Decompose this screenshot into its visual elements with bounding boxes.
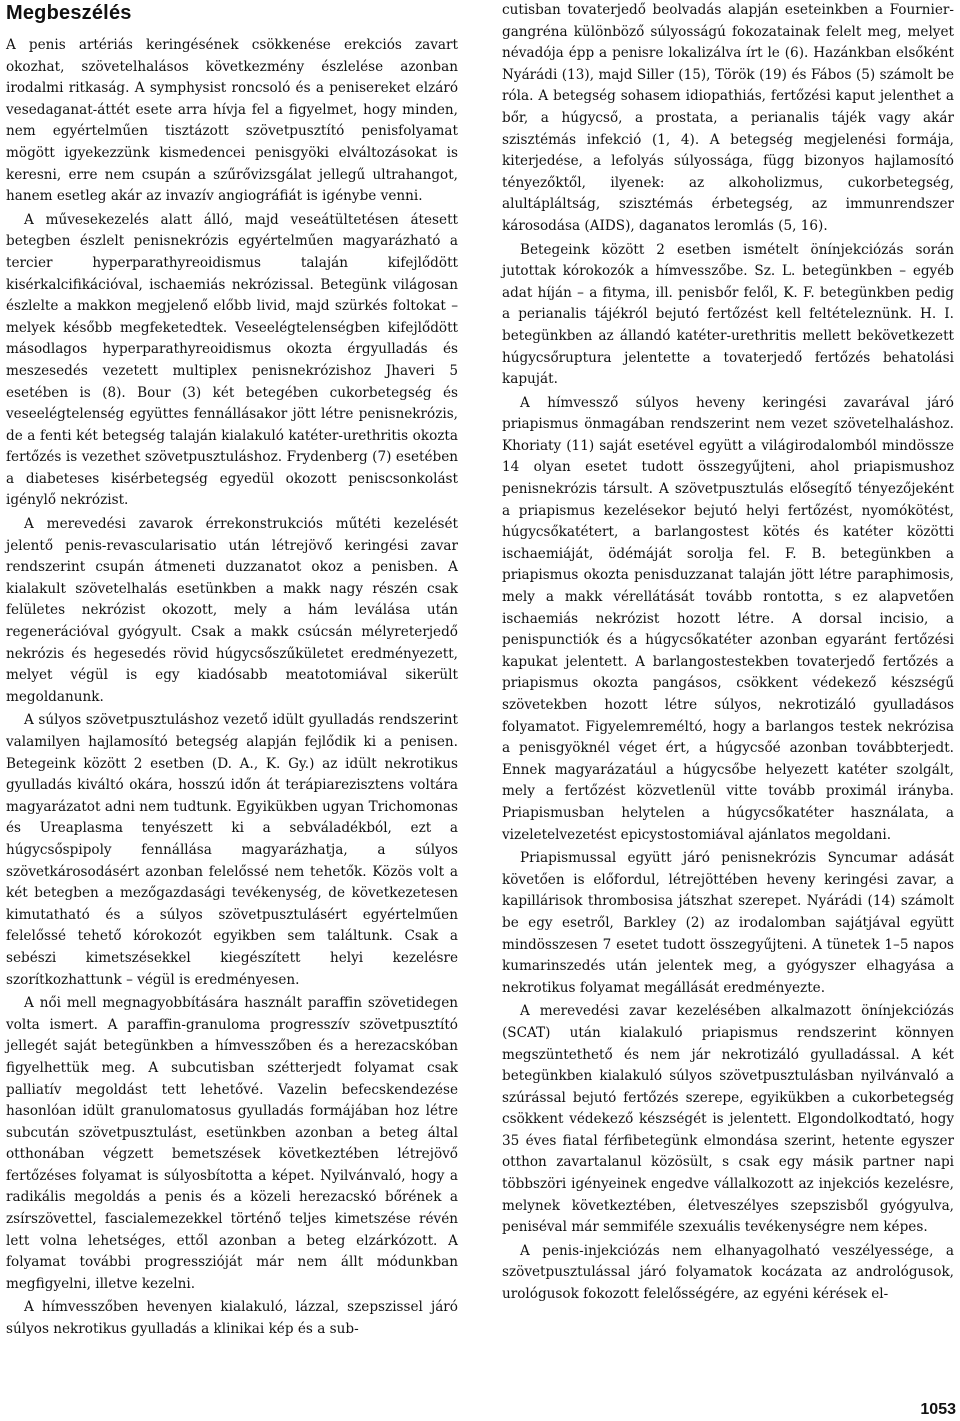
- paragraph: A merevedési zavarok érrekonstrukciós műtéti kezelését jelentő penis-revascularisatio után létrejövő keringési zavar rendszerint csupán átmeneti duzzanatot okoz a penisben. A kialakult szövetelhalás esetünkben a makk nagy részén csak felületes nekrózist okozott, mely a hám leválása után regenerációval gyógyult. Csak a makk csúcsán mélyreterjedő nekrózis és hegesedés rövid húgycsőszűkületet eredményezett, melyet végül is egy kiadósabb meatotomiával sikerült megoldanunk.: [6, 516, 458, 705]
- paragraph: A penis-injekciózás nem elhanyagolható veszélyessége, a szövetpusztulással járó folyamatok kocázata az andrológusok, urológusok fokozott felelősségére, az egyéni kérések el-: [502, 1242, 954, 1303]
- paragraph: A súlyos szövetpusztuláshoz vezető idült gyulladás rendszerint valamilyen hajlamosító betegség alapján fejlődik ki a penisen. Betegeink között 2 esetben (D. A., K. Gy.) az idült nekrotikus gyulladás kiváltó okára, hosszú időn át terápiarezisztens voltára magyarázatot adni nem tudtunk. Egyikükben ugyan Trichomonas és Ureaplasma tenyészett ki a sebváladékból, ezt a húgycsőspipoly fennállása magyarázhatja, a súlyos szövetkárosodásért azonban felelőssé nem tehetők. Közös volt a két betegben a mezőgazdasági tevékenység, de következetesen kimutatható és a súlyos szövetpusztulásért egyértelműen felelőssé tehető kórokozót egyikben sem találtunk. Csak a sebészi kimetszésekkel kiegészített helyi kezelésre szorítkozhattunk – végül is eredményesen.: [6, 712, 458, 988]
- page-number: 1053: [920, 1401, 956, 1418]
- paragraph: Priapismussal együtt járó penisnekrózis Syncumar adását követően is előfordul, létrejöttében heveny keringési zavar, a kapillárisok thrombosisa játszhat szerepet. Nyárádi (14) számolt be egy esetről, Barkley (2) az irodalomban sajátjával együtt mindösszesen 7 esetet tudott összegyűjteni. A tünetek 1–5 napos kumarinszedés után jelentek meg, a gyógyszer elhagyása a nekrotikus folyamat megállását eredményezte.: [502, 850, 954, 996]
- paragraph: A merevedési zavar kezelésében alkalmazott önínjekciózás (SCAT) után kialakuló priapismus rendszerint könnyen megszüntethető és nem jár nekrotizáló gyulladással. A két betegünkben kialakuló súlyos szövetpusztulásban nyilvánvaló a szúrással bejutó fertőzés szerepe, egyikükben a cukorbetegség csökkent védekező készségét is jelentett. Elgondolkodtató, hogy 35 éves fiatal férfibetegünk elmondása szerint, hetente egyszer otthon zavartalanul közösült, s csak egy másik partner napi többszöri igényeinek engedve vállalkozott az injekciós kezelésre, melynek következtében, életveszélyes szepszisből gyógyulva, peniséval már semmiféle szexuális tevékenységre nem képes.: [502, 1003, 954, 1236]
- paragraph: A hímvessző súlyos heveny keringési zavarával járó priapismus önmagában rendszerint nem vezet szövetelhaláshoz. Khoriaty (11) saját esetével együtt a világirodalomból mindössze 14 olyan esetet tudott összegyűjteni, ahol priapismushoz penisnekrózis társult. A szövetpusztulás elősegítő tényezőjeként a priapismus kezelésekor bejutó helyi fertőzést, nyomókötést, húgycsőkatétert, a barlangostest kötés és katéter közötti ischaemiáját, ödémáját sorolja fel. F. B. betegünkben a priapismus okozta penisduzzanat talaján jött létre paraphimosis, mely a makk vérellátását tovább rontotta, s ez alapvetően ischaemiás nekrózist hozott létre. A dorsal incisio, a penispunctiók és a húgycsőkatéter azonban egyaránt fertőzési kapukat jelentett. A barlangostestekben tovaterjedő fertőzés a priapismus okozta pangásos, csökkent védekező készségű szövetekben hozott létre súlyos, nekrotizáló gyulladásos folyamatot. Figyelemreméltó, hogy a barlangos testek nekrózisa a penisgyöknél véget ért, a húgycsőé azonban továbbterjedt. Ennek magyarázatául a húgycsőbe helyezett katéter szolgált, mely a fertőzést közvetlenül vitte tovább proximál irányba. Priapismusban helytelen a húgycsőkatéter használata, a vizeletelvezetést epicystostomiával ajánlatos megoldani.: [502, 394, 954, 843]
- left-column: [6, 0, 458, 1343]
- paragraph: A művesekezelés alatt álló, majd veseátültetésen átesett betegben észlelt penisnekrózis egyértelműen magyarázható a tercier hyperparathyreoidismus talaján kifejlődött kisérkalcifikációval, ischaemiás nekrózissal. Betegünk világosan észlelte a makkon megjelenő előbb livid, majd szürkés foltokat – melyek később megfeketedtek. Veseelégtelenségben kifejlődött másodlagos hyperparathyreoidismus okozta érgyulladás és meszesedés vezetett multiplex penisnekrózishoz Jhaveri 5 esetében is (8). Bour (3) két betegében cukorbetegség és veseelégtelenség együttes fennállásakor jött létre penisnekrózis, de a fenti két betegség talaján kialakuló katéter-urethritis okozta fertőzés is vezethet szövetpusztuláshoz. Frydenberg (7) esetében a diabeteses kisérbetegség egyedül okozott peniscsonkolást igénylő nekrózist.: [6, 211, 458, 509]
- paragraph: A penis artériás keringésének csökkenése erekciós zavart okozhat, szövetelhalásos következmény észlelése azonban irodalmi ritkaság. A symphysist roncsoló és a penisereket elzáró vesedaganat-áttét esete arra hívja fel a figyelmet, hogy minden, nem egyértelműen tisztázott szövetpusztító penisfolyamat mögött igyekezzünk kismedencei penisgyöki elváltozásokat is keresni, erre nem csupán a szűrővizsgálat jellegű ultrahangot, hanem esetleg akár az invazív angiográfiát is igénybe venni.: [6, 37, 458, 205]
- paragraph: Betegeink között 2 esetben ismételt önínjekciózás során jutottak kórokozók a hímvesszőbe. Sz. L. betegünkben – egyéb adat híján – a fityma, ill. penisbőr felől, K. F. betegünkben pedig a perianalis tájékról bejutó fertőzést kell feltételeznünk. H. I. betegünkben az állandó katéter-urethritis mellett bekövetkezett húgycsőruptura jelentette a tovaterjedő fertőzés behatolási kapuját.: [502, 241, 954, 388]
- paragraph: A női mell megnagyobbítására használt paraffin szövetidegen volta ismert. A paraffin-granuloma progresszív szövetpusztító jellegét saját betegünkben a hímvesszőben és a herezacskóban figyelhettük meg. A subcutisban szétterjedt folyamat csak palliatív megoldást tett lehetővé. Vazelin befecskendezése hasonlóan idült granulomatosus gyulladás formájában hoz létre subcután szövetpusztulást, esetünkben azonban a beteg által otthonában végzett bemetszések következtében létrejövő fertőzéses folyamat is súlyosbította a képet. Nyilvánvaló, hogy a radikális megoldás a penis és a közeli herezacskó bőrének a zsírszövettel, fascialemezekkel történő teljes kimetszése révén lett volna lehetséges, ettől azonban a beteg elzárkózott. A folyamat további progresszióját már nem állt módunkban megfigyelni, illetve kezelni.: [6, 995, 458, 1292]
- section-heading: Megbeszélés: [6, 2, 132, 24]
- paragraph: A hímvesszőben hevenyen kialakuló, lázzal, szepszissel járó súlyos nekrotikus gyulladás a klinikai kép és a sub-: [6, 1299, 458, 1338]
- paragraph: cutisban tovaterjedő beolvadás alapján eseteinkben a Fournier-gangréna különböző súlyosságú fokozatainak felelt meg, melyet névadója épp a penisre lokalizálva írt le (6). Hazánkban elsőként Nyárádi (13), majd Siller (15), Török (19) és Fábos (5) számolt be róla. A betegség sohasem idiopathiás, fertőzési kaput jelenthet a bőr, a húgycső, a prostata, a perianalis tájék vagy akár szisztémás infekció (1, 4). A betegség megjelenési formája, kiterjedése, a lefolyás súlyossága, függ bizonyos hajlamosító tényezőktől, ilyenek: az alkoholizmus, cukorbetegség, alultápláltság, szisztémás érbetegség, az immunrendszer károsodása (AIDS), daganatos leromlás (5, 16).: [502, 2, 954, 234]
- right-column: [502, 0, 954, 1308]
